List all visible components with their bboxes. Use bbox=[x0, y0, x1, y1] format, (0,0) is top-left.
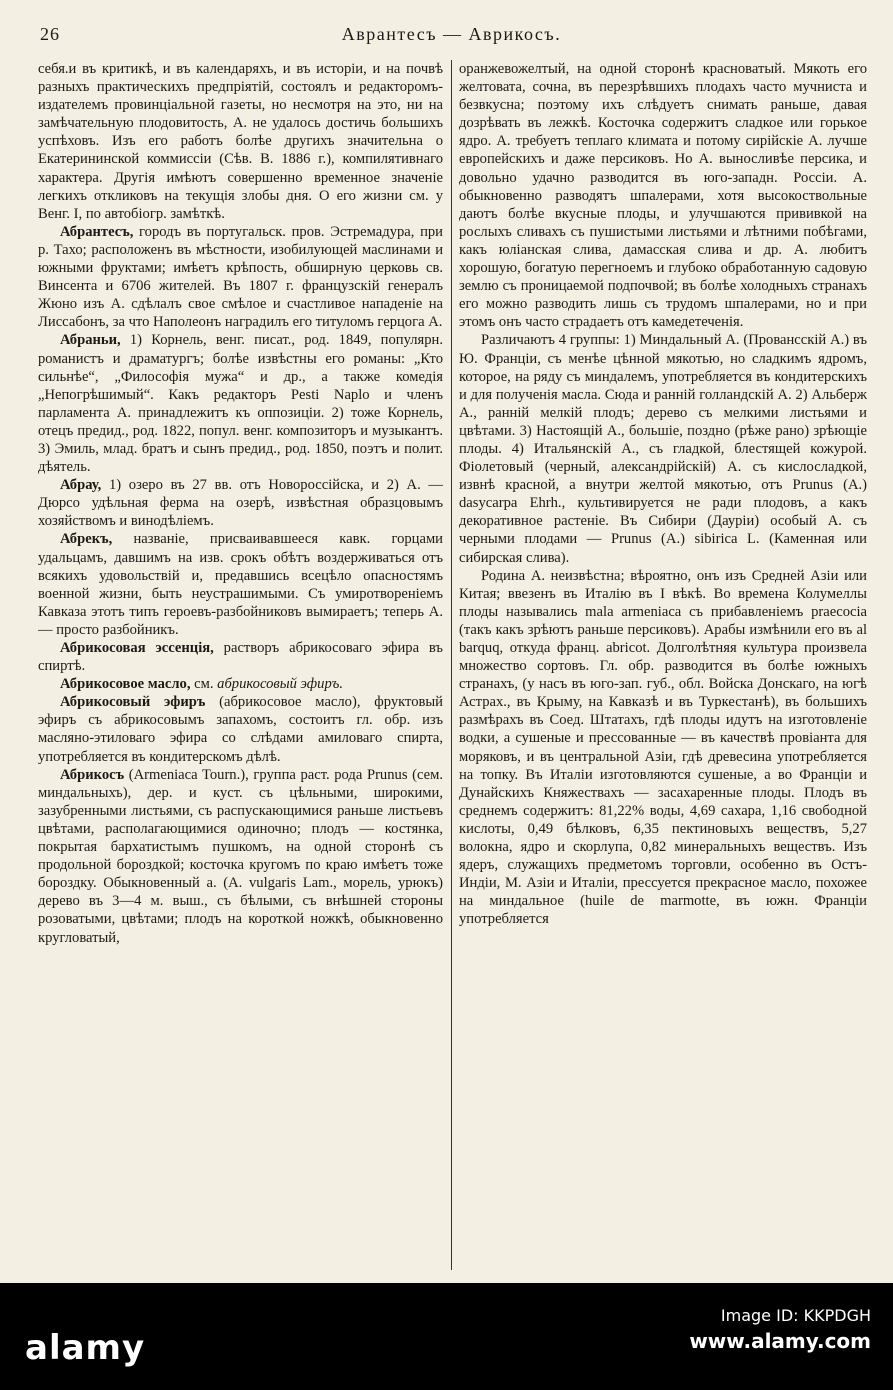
article-paragraph: Абрекъ, названіе, присваивавшееся кавк. горцами удальцамъ, давшимъ на изв. срокъ обѣтъ воздерживаться отъ всякихъ удовольствій и, предавшись всецѣло опасностямъ военной жизни, быть неустрашимыми. Съ умиротвореніемъ Кавказа этотъ типъ героевъ-разбойниковъ вымираетъ; теперь А. — просто разбойникъ. bbox=[38, 531, 443, 638]
article-paragraph: Различаютъ 4 группы: 1) Миндальный А. (Провансскій А.) въ Ю. Франціи, съ менѣе цѣнной мякотью, но сладкимъ ядромъ, которое, на ряду съ миндалемъ, употребляется въ кондитерскихъ и для полученія масла. Сюда и ранній голландскій А. 2) Альберж А., ранній мелкій плодъ; дерево съ мелкими листьями и цвѣтами. 3) Настоящій А., большіе, поздно (рѣже рано) зрѣющіе плоды. 4) Итальянскій А., съ гладкой, блестящей кожурой. Фіолетовый (черный, александрійскій) А. съ кислосладкой, извнѣ красной, а внутри желтой мякотью, отъ Prunus (A.) dasycarpa Ehrh., культивируется не ради плодовъ, а какъ декоративное растеніе. Въ Сибири (Дауріи) особый А. съ черными плодами — Prunus (A.) sibirica L. (Каменная или сибирская слива). bbox=[459, 332, 867, 566]
image-id: Image ID: KKPDGH bbox=[720, 1306, 871, 1325]
article-paragraph: себя.и въ критикѣ, и въ календаряхъ, и въ исторіи, и на почвѣ разныхъ практическихъ предпріятій, состоялъ и редакторомъ-издателемъ провинціальной газеты, но несмотря на это, ни на замѣчательную плодовитость, А. не удалось достичь большихъ успѣховъ. Изъ его работъ болѣе другихъ значительна о Екатерининской коммиссіи (Сѣв. В. 1886 г.), компилятивнаго характера. Другія имѣютъ совершенно временное значеніе легкихъ откликовъ на текущія злобы дня. О его жизни см. у Венг. I, по автобіогр. замѣткѣ. bbox=[38, 61, 443, 222]
watermark-info bbox=[689, 1306, 871, 1353]
headword: Абрекъ, bbox=[60, 531, 113, 548]
article-paragraph: Абрантесъ, городъ въ португальск. пров. Эстремадура, при р. Тахо; расположенъ въ мѣстности, изобилующей маслинами и южными фруктами; имѣетъ крѣпость, обширную церковь св. Винсента и 6706 жителей. Въ 1807 г. французскій генералъ Жюно изъ А. сдѣлалъ свое смѣлое и счастливое нападеніе на Лиссабонъ, за что Наполеонъ наградилъ его титуломъ герцога А. bbox=[38, 223, 443, 331]
headword: Абрикосовое масло, bbox=[60, 676, 191, 693]
page-header bbox=[40, 24, 863, 50]
headword: Абрантесъ, bbox=[60, 223, 134, 240]
article-paragraph: Абрау, 1) озеро въ 27 вв. отъ Новороссійска, и 2) А. — Дюрсо удѣльная ферма на озерѣ, извѣстная образцовымъ хозяйствомъ и винодѣліемъ. bbox=[38, 477, 443, 530]
right-column bbox=[459, 60, 867, 1275]
left-column bbox=[38, 60, 443, 1275]
cross-reference: абрикосовый эфиръ. bbox=[217, 676, 343, 693]
headword: Абрикосъ bbox=[60, 766, 125, 783]
headword: Абрау, bbox=[60, 477, 102, 494]
headword: Абраньи, bbox=[60, 332, 121, 349]
page-number: 26 bbox=[40, 24, 60, 44]
headword: Абрикосовый эфиръ bbox=[60, 694, 206, 711]
headword: Абрикосовая эссенція, bbox=[60, 640, 214, 656]
watermark-logo: alamy bbox=[25, 1328, 146, 1368]
article-paragraph: Абрикосовая эссенція, растворъ абрикосоваго эфира въ спиртѣ. bbox=[38, 640, 443, 675]
running-head: Аврантесъ — Аврикосъ. bbox=[341, 24, 562, 44]
column-divider bbox=[451, 60, 452, 1270]
article-paragraph: Абрикосовое масло, см. абрикосовый эфиръ. bbox=[60, 676, 343, 693]
article-paragraph: Абраньи, 1) Корнель, венг. писат., род. 1849, популярн. романистъ и драматургъ; болѣе извѣстны его романы: „Кто сильнѣе“, „Философія мужа“ и др., а также комедія „Непогрѣшимый“. Какъ редакторъ Pesti Naplo и членъ парламента А. принадлежитъ къ оппозиціи. 2) тоже Корнель, отецъ предид., род. 1822, попул. венг. композиторъ и музыкантъ. 3) Эмиль, млад. братъ и сынъ предид., род. 1850, поэтъ и полит. дѣятель. bbox=[38, 332, 443, 476]
article-paragraph: Абрикосовый эфиръ (абрикосовое масло), фруктовый эфиръ съ абрикосовымъ запахомъ, состоитъ гл. обр. изъ масляно-этиловаго эфира со слѣдами амиловаго спирта, употребляется въ кондитерскомъ дѣлѣ. bbox=[38, 694, 443, 765]
article-paragraph: оранжевожелтый, на одной сторонѣ красноватый. Мякоть его желтовата, сочна, въ перезрѣвшихъ плодахъ часто мучниста и безвкусна; поэтому ихъ слѣдуетъ снимать раньше, давая дозрѣвать въ лежкѣ. Косточка содержитъ сладкое или горькое ядро. А. требуетъ теплаго климата и потому сирійскіе А. лучше европейскихъ и даже персиковъ. Но А. выносливѣе персика, и довольно удачно разводится въ юго-западн. Россіи. А. обыкновенно разводятъ шпалерами, хотя высокоствольные даютъ болѣе вкусные плоды, и улучшаются прививкой на рослыхъ сливахъ съ пушистыми листьями и лѣтними побѣгами, какъ юліанская слива, дамасская слива и др. А. любитъ хорошую, богатую перегноемъ и глубоко обработанную садовую землю съ проницаемой подпочвой; въ болѣе холодныхъ странахъ его можно разводить лишь съ трудомъ шпалерами, но и при этомъ онъ часто страдаетъ отъ камедетеченія. bbox=[459, 61, 867, 331]
article-paragraph: Абрикосъ (Armeniaca Tourn.), группа раст. рода Prunus (сем. миндальныхъ), дер. и куст. съ цѣльными, широкими, зазубренными листьями, съ распускающимися раньше листьевъ цвѣтами, располагающимися одиночно; плодъ — костянка, покрытая бархатистымъ пушкомъ, на одной сторонѣ съ продольной бороздкой; косточка кругомъ по краю имѣетъ тоже бороздку. Обыкновенный а. (A. vulgaris Lam., морель, урюкъ) дерево въ 3—4 м. выш., съ бѣлыми, съ внѣшней стороны розоватыми, цвѣтами; плодъ на короткой ножкѣ, обыкновенно кругловатый, bbox=[38, 766, 443, 946]
article-paragraph: Родина А. неизвѣстна; вѣроятно, онъ изъ Средней Азіи или Китая; ввезенъ въ Италію въ I вѣкѣ. Во времена Колумеллы плоды назывались mala armeniaca съ прибавленіемъ praecocia (такъ какъ зрѣютъ раньше персиковъ). Арабы измѣнили его въ al barquq, откуда франц. abricot. Долголѣтняя культура произвела множество сортовъ. Гл. обр. разводится въ болѣе южныхъ странахъ, (у насъ въ юго-зап. губ., обл. Войска Донскаго, на югѣ Астрах., въ Крыму, на Кавказѣ и въ Туркестанѣ), въ большихъ размѣрахъ въ Соед. Штатахъ, гдѣ плоды идутъ на изготовленіе водки, а сушеные и прессованные — въ качествѣ провіанта для моряковъ, и въ центральной Азіи, гдѣ древесина употребляется на топку. Въ Италіи изготовляются сушеные, а во Франціи и Дунайскихъ Княжествахъ — засахаренные плоды. Плодъ въ среднемъ содержитъ: 81,22% воды, 4,69 сахара, 1,16 свободной кислоты, 0,49 бѣлковъ, 6,35 пектиновыхъ веществъ, 5,27 волокна, ядро и скорлупа, 0,82 минеральныхъ веществъ. Изъ ядеръ, служащихъ предметомъ торговли, особенно въ Остъ-Индіи, М. Азіи и Италіи, прессуется прекрасное масло, похожее на миндальное (huile de marmotte, въ южн. Франціи употребляется bbox=[459, 567, 867, 928]
watermark-url: www.alamy.com bbox=[689, 1329, 871, 1353]
